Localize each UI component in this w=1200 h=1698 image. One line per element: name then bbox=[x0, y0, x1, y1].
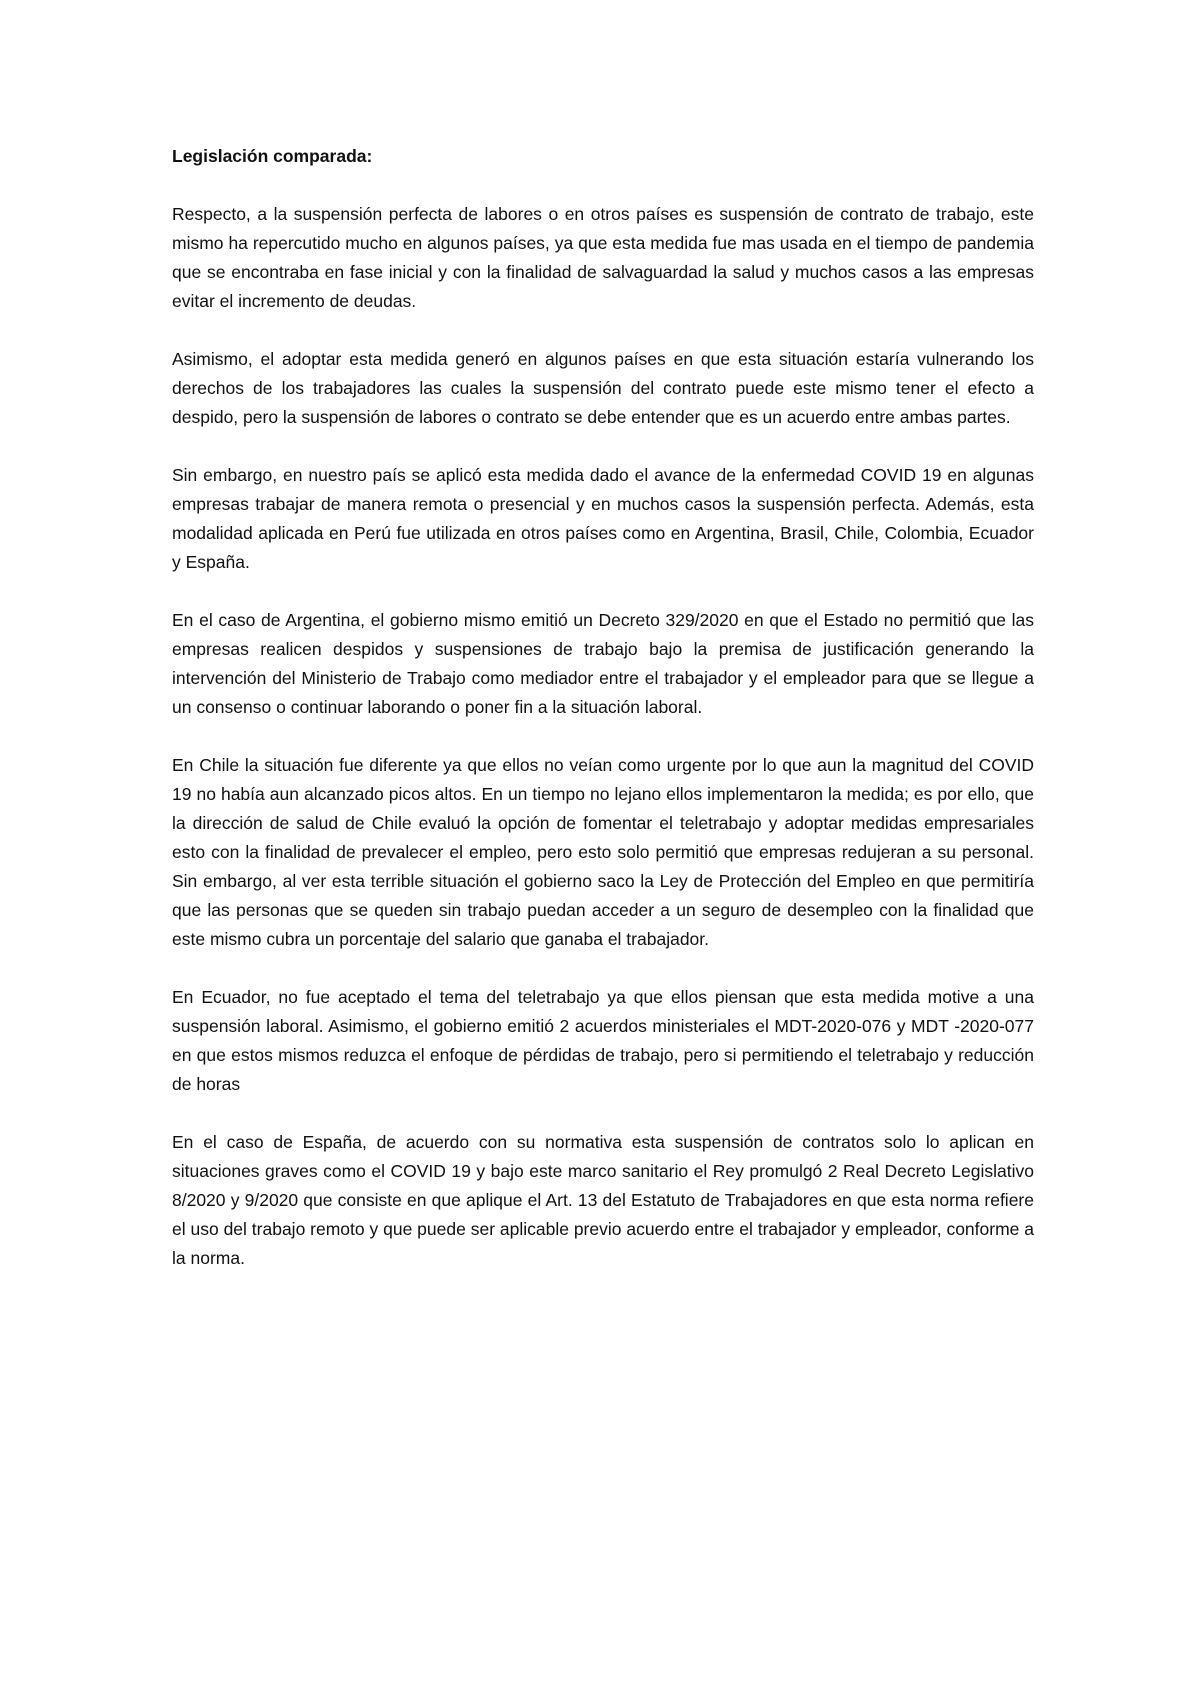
paragraph-ecuador: En Ecuador, no fue aceptado el tema del teletrabajo ya que ellos piensan que esta medida motive a una suspensión laboral. Asimismo, el gobierno emitió 2 acuerdos ministeriales el MDT-2020-076 y MDT -2020-077 en que estos mismos reduzca el enfoque de pérdidas de trabajo, pero si permitiendo el teletrabajo y reducción de horas bbox=[172, 987, 1034, 1094]
paragraph-asimismo: Asimismo, el adoptar esta medida generó en algunos países en que esta situación estaría vulnerando los derechos de los trabajadores las cuales la suspensión del contrato puede este mismo tener el efecto a despido, pero la suspensión de labores o contrato se debe entender que es un acuerdo entre ambas partes. bbox=[172, 349, 1034, 427]
paragraph-suspension-perfecta: Respecto, a la suspensión perfecta de labores o en otros países es suspensión de contrato de trabajo, este mismo ha repercutido mucho en algunos países, ya que esta medida fue mas usada en el tiempo de pandemia que se encontraba en fase inicial y con la finalidad de salvaguardad la salud y muchos casos a las empresas evitar el incremento de deudas. bbox=[172, 204, 1034, 311]
paragraph-peru: Sin embargo, en nuestro país se aplicó esta medida dado el avance de la enfermedad COVID 19 en algunas empresas trabajar de manera remota o presencial y en muchos casos la suspensión perfecta. Además, esta modalidad aplicada en Perú fue utilizada en otros países como en Argentina, Brasil, Chile, Colombia, Ecuador y España. bbox=[172, 465, 1034, 572]
paragraph-chile: En Chile la situación fue diferente ya que ellos no veían como urgente por lo que aun la magnitud del COVID 19 no había aun alcanzado picos altos. En un tiempo no lejano ellos implementaron la medida; es por ello, que la dirección de salud de Chile evaluó la opción de fomentar el teletrabajo y adoptar medidas empresariales esto con la finalidad de prevalecer el empleo, pero esto solo permitió que empresas redujeran a su personal. Sin embargo, al ver esta terrible situación el gobierno saco la Ley de Protección del Empleo en que permitiría que las personas que se queden sin trabajo puedan acceder a un seguro de desempleo con la finalidad que este mismo cubra un porcentaje del salario que ganaba el trabajador. bbox=[172, 755, 1034, 949]
paragraph-argentina: En el caso de Argentina, el gobierno mismo emitió un Decreto 329/2020 en que el Estado no permitió que las empresas realicen despidos y suspensiones de trabajo bajo la premisa de justificación generando la intervención del Ministerio de Trabajo como mediador entre el trabajador y el empleador para que se llegue a un consenso o continuar laborando o poner fin a la situación laboral. bbox=[172, 610, 1034, 717]
document-title: Legislación comparada: bbox=[172, 146, 373, 166]
document-page bbox=[172, 142, 1034, 1302]
paragraph-espana: En el caso de España, de acuerdo con su normativa esta suspensión de contratos solo lo aplican en situaciones graves como el COVID 19 y bajo este marco sanitario el Rey promulgó 2 Real Decreto Legislativo 8/2020 y 9/2020 que consiste en que aplique el Art. 13 del Estatuto de Trabajadores en que esta norma refiere el uso del trabajo remoto y que puede ser aplicable previo acuerdo entre el trabajador y empleador, conforme a la norma. bbox=[172, 1132, 1034, 1268]
